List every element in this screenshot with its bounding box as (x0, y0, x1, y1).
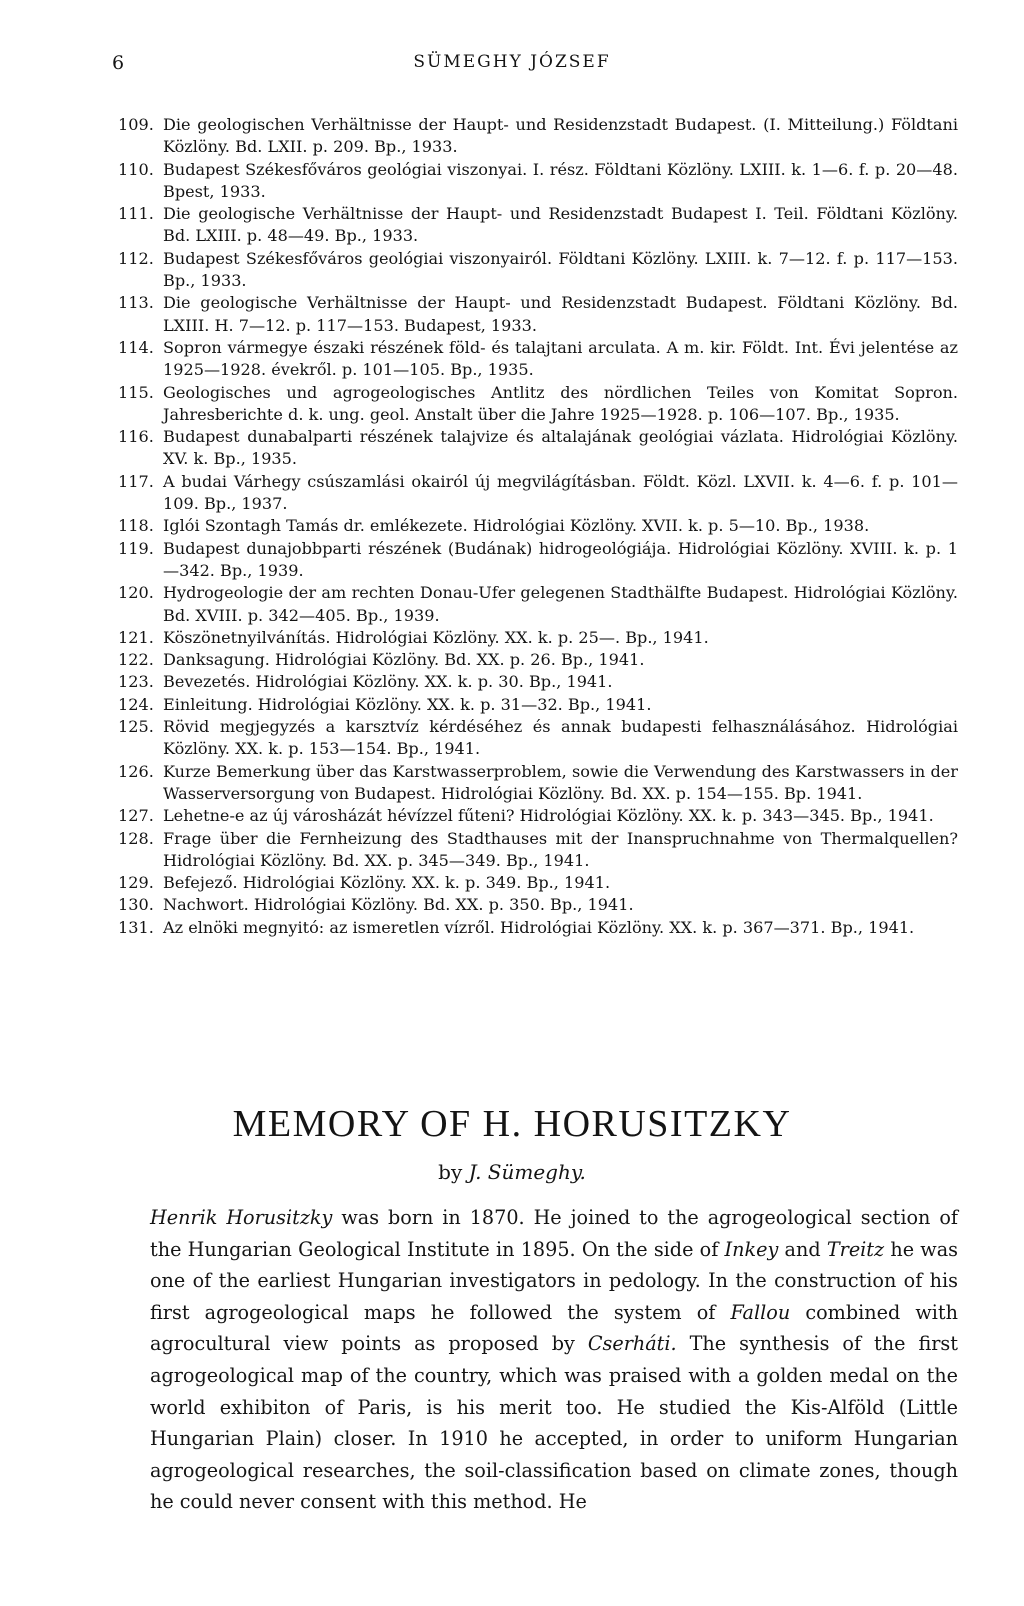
italic-name: Cserháti. (587, 1332, 677, 1356)
entry-number: 111. (118, 204, 154, 224)
entry-text: Budapest Székesfőváros geológiai viszonyairól. Földtani Közlöny. LXIII. k. 7—12. f. p. 117—153. Bp., 1933. (163, 248, 958, 291)
bibliography-entry (118, 894, 958, 916)
text-run: The synthesis of the first agrogeological map of the country, which was praised with a golden medal on the world exhibiton of Paris, is his merit too. He studied the Kis-Alföld (Little Hungarian Plain) closer. In 1910 he accepted, in order to uniform Hungarian agrogeological researches, the soil-classification based on climate zones, though he could never consent with this method. He (150, 1332, 958, 1514)
entry-text: Einleitung. Hidrológiai Közlöny. XX. k. p. 31—32. Bp., 1941. (163, 694, 652, 714)
bibliography-entry (118, 203, 958, 248)
entry-number: 130. (118, 895, 154, 915)
body-paragraph (150, 1202, 958, 1518)
bibliography-entry (118, 337, 958, 382)
bibliography-entry (118, 248, 958, 293)
bibliography-entry (118, 292, 958, 337)
entry-text: Frage über die Fernheizung des Stadthauses mit der Inanspruchnahme von Thermalquellen? Hidrológiai Közlöny. Bd. XX. p. 345—349. Bp., 1941. (163, 828, 958, 870)
bibliography-entry (118, 627, 958, 649)
bibliography-entry (118, 471, 958, 516)
author-name: J. Sümeghy. (468, 1160, 586, 1184)
entry-number: 115. (118, 382, 154, 402)
entry-text: A budai Várhegy csúszamlási okairól új megvilágításban. Földt. Közl. LXVII. k. 4—6. f. p. 101—109. Bp., 1937. (163, 471, 958, 514)
entry-text: Hydrogeologie der am rechten Donau-Ufer gelegenen Stadthälfte Budapest. Hidrológiai Közlöny. Bd. XVIII. p. 342—405. Bp., 1939. (163, 583, 958, 625)
entry-text: Bevezetés. Hidrológiai Közlöny. XX. k. p. 30. Bp., 1941. (163, 672, 613, 692)
entry-text: Rövid megjegyzés a karsztvíz kérdéséhez és annak budapesti felhasználásához. Hidrológiai Közlöny. XX. k. p. 153—154. Bp., 1941. (163, 717, 958, 759)
entry-number: 109. (118, 115, 154, 134)
bibliography-entry (118, 761, 958, 806)
bibliography-entry (118, 872, 958, 894)
entry-text: Die geologische Verhältnisse der Haupt- und Residenzstadt Budapest. Földtani Közlöny. Bd. LXIII. H. 7—12. p. 117—153. Budapest, 1933. (163, 293, 958, 335)
text-run: was born in 1870. He joined to the agrogeological section of the Hungarian Geological Institute in 1895. On the side of (150, 1206, 958, 1261)
entry-text: Budapest dunajobbparti részének (Budának) hidrogeológiája. Hidrológiai Közlöny. XVIII. k. p. 1—342. Bp., 1939. (163, 538, 958, 580)
entry-number: 127. (118, 806, 154, 826)
entry-text: Die geologischen Verhältnisse der Haupt- und Residenzstadt Budapest. (I. Mitteilung.) Földtani Közlöny. Bd. LXII. p. 209. Bp., 1933. (163, 115, 958, 157)
italic-name: Fallou (730, 1300, 791, 1324)
bibliography-entry (118, 426, 958, 471)
entry-text: Lehetne-e az új városházát hévízzel fűteni? Hidrológiai Közlöny. XX. k. p. 343—345. Bp., 1941. (163, 806, 934, 826)
italic-name: Henrik Horusitzky (150, 1206, 333, 1229)
entry-number: 117. (118, 471, 154, 491)
entry-number: 128. (118, 828, 154, 848)
entry-number: 129. (118, 873, 154, 893)
text-run: he was one of the earliest Hungarian investigators in pedology. In the construction of his first agrogeological maps he followed the system of (150, 1237, 959, 1324)
entry-text: Sopron vármegye északi részének föld- és talajtani arculata. A m. kir. Földt. Int. Évi jelentése az 1925—1928. évekről. p. 101—105. Bp., 1935. (163, 337, 958, 380)
bibliography-entry (118, 716, 958, 761)
entry-number: 131. (118, 917, 154, 937)
entry-number: 123. (118, 672, 154, 692)
entry-text: Befejező. Hidrológiai Közlöny. XX. k. p. 349. Bp., 1941. (163, 873, 611, 893)
entry-number: 113. (118, 293, 154, 313)
entry-number: 118. (118, 516, 154, 536)
text-run: and (778, 1237, 827, 1261)
byline (0, 1160, 1024, 1184)
entry-number: 126. (118, 761, 154, 781)
entry-number: 110. (118, 159, 154, 179)
bibliography-list (118, 114, 958, 939)
bibliography-entry (118, 159, 958, 204)
entry-text: Budapest dunabalparti részének talajvize és altalajának geológiai vázlata. Hidrológiai Közlöny. XV. k. Bp., 1935. (163, 427, 958, 469)
entry-number: 125. (118, 717, 154, 737)
entry-text: Kurze Bemerkung über das Karstwasserproblem, sowie die Verwendung des Karstwassers in der Wasserversorgung von Budapest. Hidrológiai Közlöny. Bd. XX. p. 154—155. Bp. 1941. (163, 761, 958, 803)
byline-prefix: by (438, 1160, 463, 1184)
bibliography-entry (118, 671, 958, 693)
entry-text: Danksagung. Hidrológiai Közlöny. Bd. XX. p. 26. Bp., 1941. (163, 650, 645, 670)
entry-number: 119. (118, 538, 154, 558)
bibliography-entry (118, 582, 958, 627)
bibliography-entry (118, 828, 958, 873)
entry-number: 120. (118, 583, 154, 603)
entry-number: 121. (118, 627, 154, 647)
entry-number: 112. (118, 248, 154, 268)
entry-text: Az elnöki megnyitó: az ismeretlen vízről. Hidrológiai Közlöny. XX. k. p. 367—371. Bp., 1941. (163, 917, 915, 937)
entry-text: Geologisches und agrogeologisches Antlitz des nördlichen Teiles von Komitat Sopron. Jahresberichte d. k. ung. geol. Anstalt über die Jahre 1925—1928. p. 106—107. Bp., 1935. (163, 382, 958, 424)
page-header (0, 52, 1024, 82)
bibliography-entry (118, 694, 958, 716)
bibliography-entry (118, 917, 958, 939)
italic-name: Treitz (826, 1237, 885, 1261)
bibliography-entry (118, 649, 958, 671)
bibliography-entry (118, 805, 958, 827)
bibliography-entry (118, 382, 958, 427)
page-number: 6 (112, 52, 125, 74)
entry-text: Iglói Szontagh Tamás dr. emlékezete. Hidrológiai Közlöny. XVII. k. p. 5—10. Bp., 1938. (163, 516, 870, 536)
bibliography-entry (118, 538, 958, 583)
bibliography-entry (118, 114, 958, 159)
entry-text: Köszönetnyilvánítás. Hidrológiai Közlöny. XX. k. p. 25—. Bp., 1941. (163, 627, 709, 647)
entry-text: Nachwort. Hidrológiai Közlöny. Bd. XX. p. 350. Bp., 1941. (163, 895, 634, 915)
entry-number: 124. (118, 694, 154, 714)
bibliography-entry (118, 515, 958, 537)
entry-text: Die geologische Verhältnisse der Haupt- und Residenzstadt Budapest I. Teil. Földtani Közlöny. Bd. LXIII. p. 48—49. Bp., 1933. (163, 204, 958, 246)
section-title: MEMORY OF H. HORUSITZKY (232, 1103, 792, 1145)
entry-text: Budapest Székesfőváros geológiai viszonyai. I. rész. Földtani Közlöny. LXIII. k. 1—6. f. p. 20—48. Bpest, 1933. (163, 159, 958, 201)
running-head: SÜMEGHY JÓZSEF (413, 52, 611, 72)
entry-number: 116. (118, 427, 154, 447)
text-run: combined with agrocultural view points as proposed by (150, 1300, 958, 1356)
italic-name: Inkey (724, 1237, 779, 1261)
entry-number: 114. (118, 337, 154, 357)
entry-number: 122. (118, 650, 154, 670)
